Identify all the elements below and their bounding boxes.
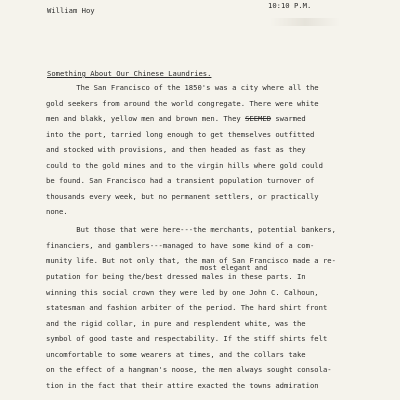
- body-line: on the effect of a hangman's noose, the men always sought consola-: [46, 365, 332, 374]
- faded-ink-mark: [270, 18, 340, 26]
- author-name: William Hoy: [47, 6, 95, 15]
- struck-word: SEEMED: [245, 114, 272, 123]
- body-line: tion in the fact that their attire exacted the towns admiration: [46, 380, 319, 390]
- body-line: The San Francisco of the 1850's was a city where all the: [46, 83, 319, 92]
- body-line: symbol of good taste and respectability. If the stiff shirts felt: [46, 334, 328, 343]
- body-line: munity life. But not only that, the man of San Francisco made a re-: [46, 256, 336, 265]
- body-line: be found. San Francisco had a transient population turnover of: [46, 176, 315, 185]
- body-line: could to the gold mines and to the virgin hills where gold could: [46, 160, 323, 170]
- body-line: uncomfortable to some wearers at times, and the collars take: [46, 349, 306, 359]
- body-line: men and blakk, yellow men and brown men. They SEEMED swarmed: [46, 114, 306, 123]
- body-line: But those that were here---the merchants, potential bankers,: [46, 225, 336, 234]
- body-line: and the rigid collar, in pure and resplendent white, was the: [46, 318, 306, 328]
- body-line: winning this social crown they were led by one John C. Calhoun,: [46, 287, 319, 297]
- document-title: Something About Our Chinese Laundries.: [47, 69, 212, 78]
- interlinear-insertion: most elegant and: [200, 264, 268, 272]
- body-line: financiers, and gamblers---managed to have some kind of a com-: [46, 240, 315, 250]
- body-line: statesman and fashion arbiter of the period. The hard shirt front: [46, 303, 328, 312]
- body-line: putation for being the/best dressed males in these parts. In: [46, 272, 306, 281]
- body-line: thousands every week, but no permanent settlers, or practically: [46, 191, 319, 201]
- time-stamp: 10:10 P.M.: [268, 1, 312, 10]
- body-line: and stocked with provisions, and then headed as fast as they: [46, 145, 306, 154]
- body-line: none.: [46, 207, 68, 216]
- body-line: into the port, tarried long enough to get themselves outfitted: [46, 129, 315, 139]
- body-line: gold seekers from around the world congregate. There were white: [46, 98, 319, 108]
